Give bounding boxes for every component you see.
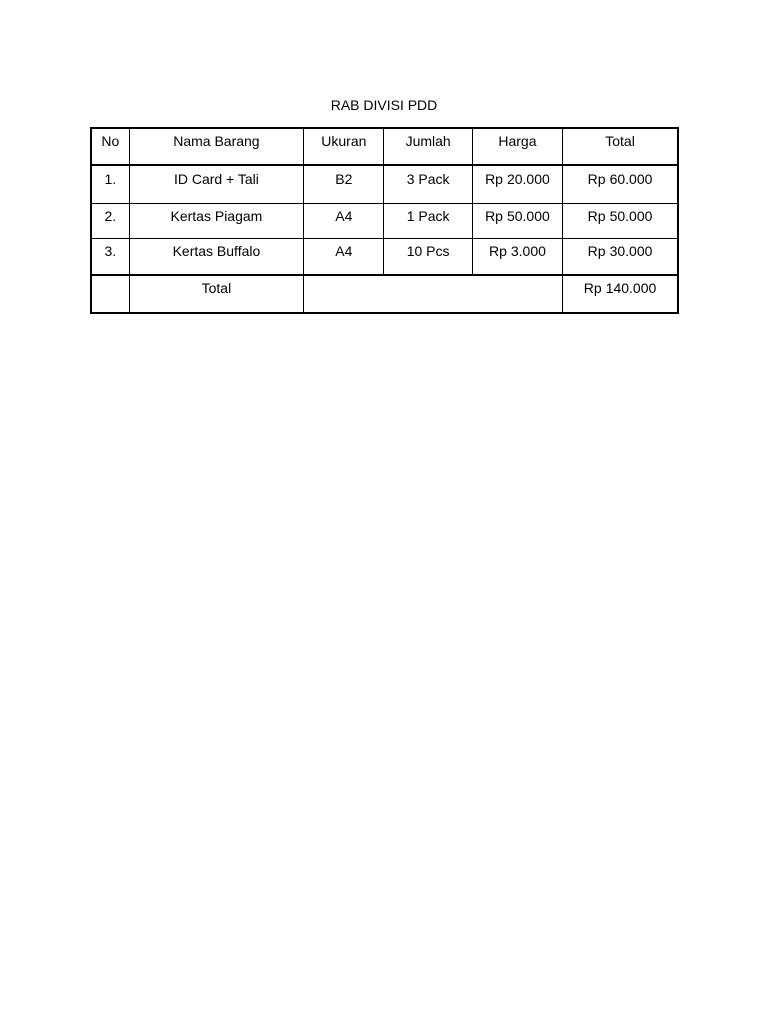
footer-total-label: Total [129, 275, 304, 313]
cell-jumlah: 1 Pack [384, 204, 472, 239]
currency-label: Rp [587, 171, 606, 187]
header-jumlah: Jumlah [384, 128, 472, 165]
budget-table [90, 127, 679, 314]
table-row [91, 165, 678, 204]
harga-value: 50.000 [506, 208, 550, 224]
cell-harga [472, 165, 562, 204]
footer-grand-total [563, 275, 678, 313]
cell-nama-barang: Kertas Buffalo [129, 239, 304, 276]
grand-total-value: 140.000 [605, 280, 657, 296]
cell-nama-barang: Kertas Piagam [129, 204, 304, 239]
cell-no: 2. [91, 204, 129, 239]
currency-label: Rp [488, 243, 507, 259]
table-header-row [91, 128, 678, 165]
harga-value: 20.000 [506, 171, 550, 187]
harga-value: 3.000 [510, 243, 546, 259]
cell-ukuran: A4 [304, 239, 384, 276]
table-footer-row [91, 275, 678, 313]
cell-jumlah: 3 Pack [384, 165, 472, 204]
footer-merged-cell [304, 275, 563, 313]
currency-label: Rp [587, 208, 606, 224]
currency-label: Rp [587, 243, 606, 259]
cell-ukuran: A4 [304, 204, 384, 239]
document-title: RAB DIVISI PDD [330, 97, 438, 113]
cell-harga [472, 204, 562, 239]
cell-no: 1. [91, 165, 129, 204]
currency-label: Rp [583, 280, 602, 296]
footer-empty-cell [91, 275, 129, 313]
header-harga: Harga [472, 128, 562, 165]
cell-total [563, 239, 678, 276]
total-value: 50.000 [609, 208, 653, 224]
cell-jumlah: 10 Pcs [384, 239, 472, 276]
header-ukuran: Ukuran [304, 128, 384, 165]
currency-label: Rp [485, 208, 503, 224]
total-value: 30.000 [609, 243, 653, 259]
cell-total [563, 204, 678, 239]
total-value: 60.000 [609, 171, 653, 187]
cell-total [563, 165, 678, 204]
header-no: No [91, 128, 129, 165]
table-row [91, 239, 678, 276]
cell-no: 3. [91, 239, 129, 276]
cell-nama-barang: ID Card + Tali [129, 165, 304, 204]
header-nama-barang: Nama Barang [129, 128, 304, 165]
cell-ukuran: B2 [304, 165, 384, 204]
cell-harga [472, 239, 562, 276]
currency-label: Rp [485, 171, 503, 187]
table-row [91, 204, 678, 239]
header-total: Total [563, 128, 678, 165]
